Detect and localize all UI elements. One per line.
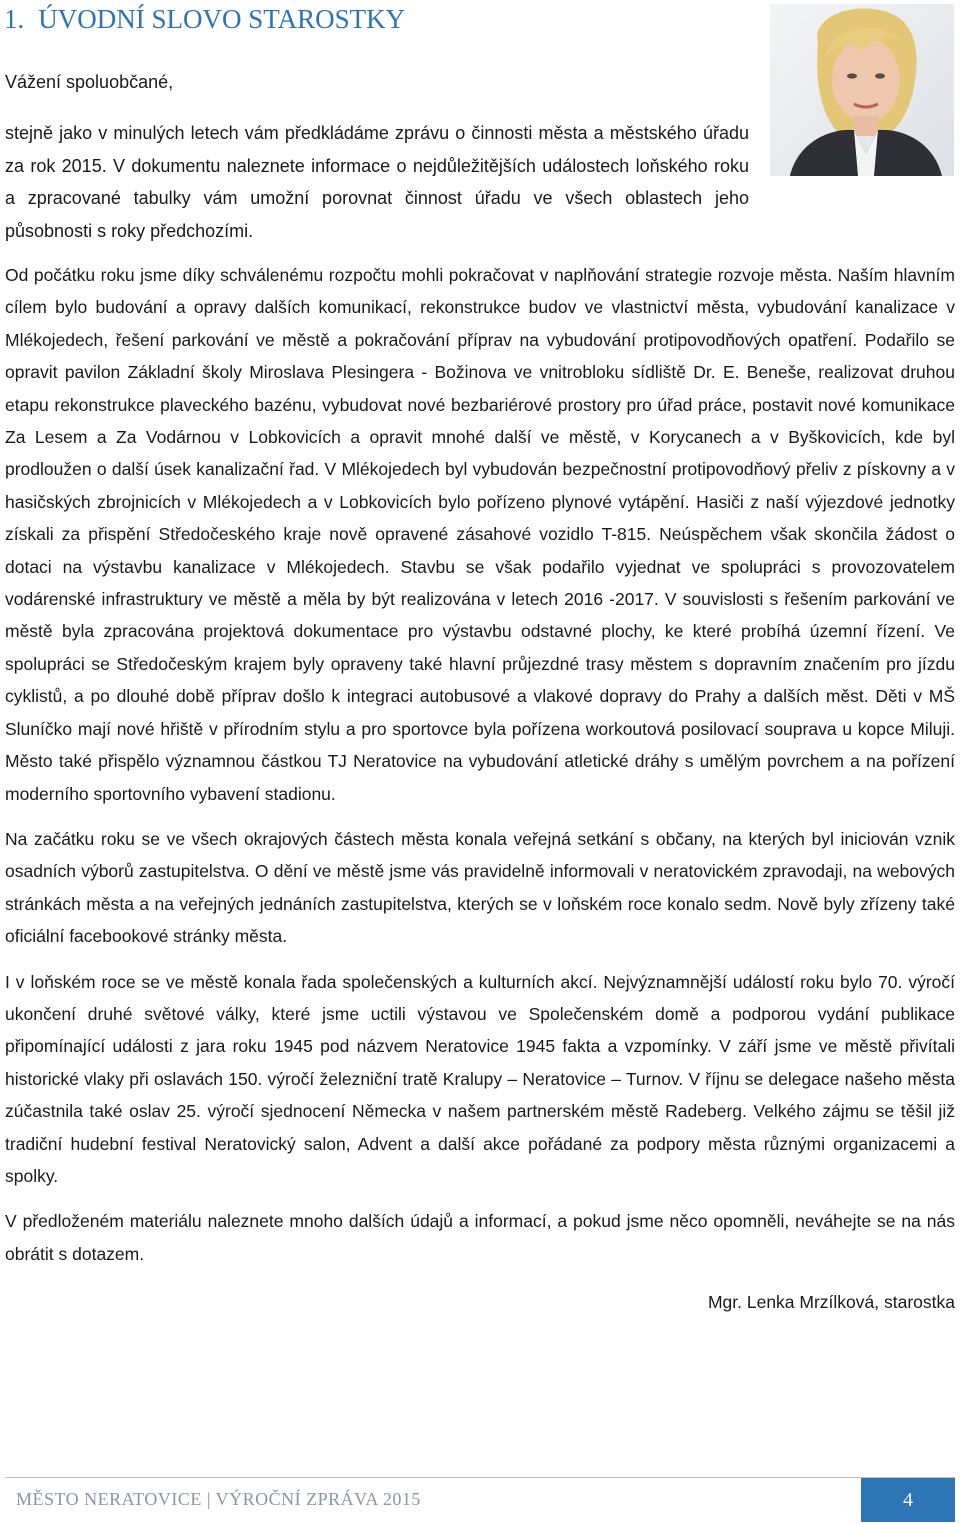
section-heading [4, 4, 405, 35]
signature: Mgr. Lenka Mrzílková, starostka [707, 1292, 955, 1313]
intro-paragraph: stejně jako v minulých letech vám předkládáme zprávu o činnosti města a městského úřadu za rok 2015. V dokumentu naleznete informace o nejdůležitějších událostech loňského roku a zpracované tabulky vám umožní porovnat činnost úřadu ve všech oblastech jeho působnosti s roky předchozími. [5, 123, 749, 241]
footer-title: MĚSTO NERATOVICE | VÝROČNÍ ZPRÁVA 2015 [16, 1489, 421, 1509]
mayor-portrait [770, 4, 954, 176]
paragraph-events: I v loňském roce se ve městě konala řada společenských a kulturních akcí. Nejvýznamnější událostí roku bylo 70. výročí ukončení druhé světové války, které jsme uctili výstavou ve Společenském domě a podporou vydání publikace připomínající události z jara roku 1945 pod názvem Neratovice 1945 fakta a vzpomínky. V září jsme ve městě přivítali historické vlaky při oslavách 150. výročí železniční tratě Kralupy – Neratovice – Turnov. V říjnu se delegace našeho města zúčastnila také oslav 25. výročí sjednocení Německa v našem partnerském městě Radeberg. Velkého zájmu se těšil již tradiční hudební festival Neratovický salon, Advent a další akce pořádané za podpory města různými organizacemi a spolky. [5, 971, 955, 1186]
paragraph-development: Od počátku roku jsme díky schválenému rozpočtu mohli pokračovat v naplňování strategie rozvoje města. Naším hlavním cílem bylo budování a opravy dalších komunikací, rekonstrukce budov ve vlastnictví města, vybudování kanalizace v Mlékojedech, řešení parkování ve městě a pokračování příprav na vybudování protipovodňových opatření. Podařilo se opravit pavilon Základní školy Miroslava Plesingera - Božinova ve vnitrobloku sídliště Dr. E. Beneše, realizovat druhou etapu rekonstrukce plaveckého bazénu, vybudovat nové bezbariérové prostory pro úřad práce, postavit nové komunikace Za Lesem a Za Vodárnou v Lobkovicích a opravit mnohé další ve městě, v Korycanech a v Byškovicích, kde byl prodloužen o další úsek kanalizační řad. V Mlékojedech byl vybudován bezpečnostní protipovodňový přeliv z pískovny a v hasičských zbrojnicích v Mlékojedech a v Lobkovicích bylo pořízeno plynové vytápění. Hasiči z naší výjezdové jednotky získali za přispění Středočeského kraje nově opravené zásahové vozidlo T-815. Neúspěchem však skončila žádost o dotaci na výstavbu kanalizace v Mlékojedech. Stavbu se však podařilo vyjednat ve spolupráci s provozovatelem vodárenské infrastruktury ve městě a měla by být realizována v letech 2016 -2017. V souvislosti s řešením parkování ve městě byla zpracována projektová dokumentace pro výstavbu odstavné plochy, ke které probíhá územní řízení. Ve spolupráci se Středočeským krajem byly opraveny také hlavní průjezdné trasy městem s dopravním značením pro jízdu cyklistů, a po dlouhé době příprav došlo k integraci autobusové a vlakové dopravy do Prahy a dalších měst. Děti v MŠ Sluníčko mají nové hřiště v přírodním stylu a pro sportovce byla pořízena workoutová posilovací souprava u kopce Miluji. Město také přispělo významnou částkou TJ Neratovice na vybudování atletické dráhy s umělým povrchem a na pořízení moderního sportovního vybavení stadionu. [5, 265, 955, 804]
section-title: ÚVODNÍ SLOVO STAROSTKY [38, 4, 406, 34]
section-number: 1. [4, 4, 25, 34]
main-body [5, 259, 955, 1332]
portrait-image [770, 4, 954, 176]
page-number: 4 [861, 1478, 955, 1522]
greeting: Vážení spoluobčané, [5, 72, 174, 92]
paragraph-communication: Na začátku roku se ve všech okrajových částech města konala veřejná setkání s občany, na kterých byl iniciován vznik osadních výborů zastupitelstva. O dění ve městě jsme vás pravidelně informovali v neratovickém zpravodaji, na webových stránkách města a na veřejných jednáních zastupitelstva, kterých se v loňském roce konalo sedm. Nově byly zřízeny také oficiální facebookové stránky města. [5, 828, 955, 947]
footer-divider [5, 1477, 955, 1478]
paragraph-closing: V předloženém materiálu naleznete mnoho dalších údajů a informací, a pokud jsme něco opomněli, neváhejte se na nás obrátit s dotazem. [5, 1211, 955, 1264]
